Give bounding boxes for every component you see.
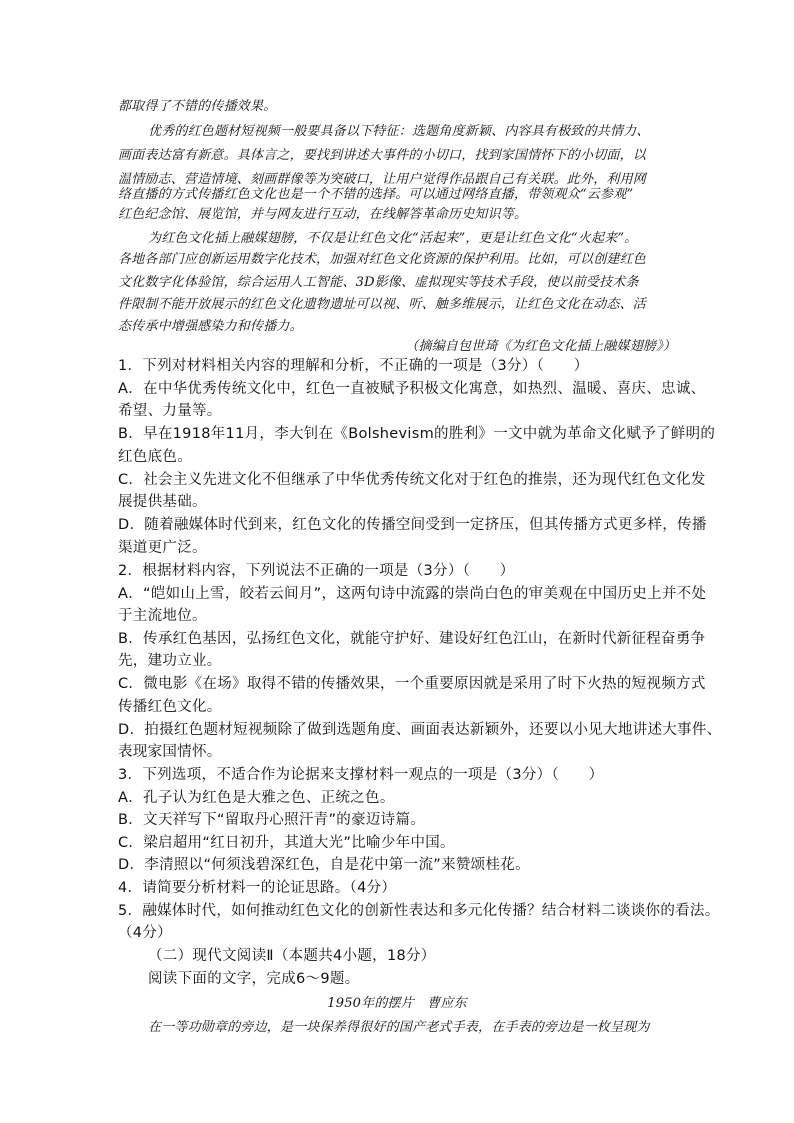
question-5-score: （4分） (118, 925, 172, 941)
passage-line: 络直播的方式传播红色文化也是一个不错的选择。可以通过网络直播，带领观众“云参观” (118, 187, 634, 202)
passage-line: 红色纪念馆、展览馆，并与网友进行互动，在线解答革命历史知识等。 (118, 207, 528, 222)
passage-line: 件限制不能开放展示的红色文化遗物遗址可以视、听、触多维展示，让红色文化在动态、活 (118, 297, 647, 312)
passage-line: 优秀的红色题材短视频一般要具备以下特征：选题角度新颖、内容具有极致的共情力、 (148, 124, 650, 139)
option-line: 先，建功立业。 (118, 653, 222, 669)
passage-line: 为红色文化插上融媒翅膀，不仅是让红色文化“活起来”，更是让红色文化“火起来”。 (148, 231, 638, 246)
option-line: A．“皑如山上雪，皎若云间月”，这两句诗中流露的崇尚白色的审美观在中国历史上并不处 (118, 586, 707, 602)
section-heading: （二）现代文阅读Ⅱ（本题共4小题，18分） (148, 948, 436, 964)
passage-line: 画面表达富有新意。具体言之，要找到讲述大事件的小切口，找到家国情怀下的小切面，以 (118, 148, 647, 163)
passage-line: 温情励志、营造情境、刻画群像等为突破口，让用户觉得作品跟自己有关联。此外，利用网 (118, 172, 647, 187)
option-line: C．微电影《在场》取得不错的传播效果，一个重要原因就是采用了时下火热的短视频方式 (118, 676, 706, 692)
option-line: 渠道更广泛。 (118, 540, 207, 556)
option-line: B．传承红色基因，弘扬红色文化，就能守护好、建设好红色江山，在新时代新征程奋勇争 (118, 631, 706, 647)
option-line: D．拍摄红色题材短视频除了做到选题角度、画面表达新颖外，还要以小见大地讲述大事件、 (118, 722, 722, 738)
section-instruction: 阅读下面的文字，完成6～9题。 (148, 971, 360, 987)
option-line: C．社会主义先进文化不但继承了中华优秀传统文化对于红色的推崇，还为现代红色文化发 (118, 472, 706, 488)
question-3: 3．下列选项，不适合作为论据来支撑材料一观点的一项是（3分）（ ） (118, 767, 604, 783)
option-line: 红色底色。 (118, 449, 192, 465)
passage-source: （摘编自包世琦《为红色文化插上融媒翅膀》） (405, 339, 676, 354)
option-line: C．梁启超用“红日初升，其道大光”比喻少年中国。 (118, 835, 455, 851)
question-5: 5．融媒体时代，如何推动红色文化的创新性表达和多元化传播？结合材料二谈谈你的看法。 (118, 903, 720, 919)
option-line: A．在中华优秀传统文化中，红色一直被赋予积极文化寓意，如热烈、温暖、喜庆、忠诚、 (118, 381, 706, 397)
question-2: 2．根据材料内容，下列说法不正确的一项是（3分）（ ） (118, 563, 515, 579)
option-line: 传播红色文化。 (118, 699, 222, 715)
option-line: 希望、力量等。 (118, 403, 222, 419)
option-line: A．孔子认为红色是大雅之色、正统之色。 (118, 790, 395, 806)
story-title: 1950年的摆片 曹应东 (327, 996, 467, 1011)
option-line: B．文天祥写下“留取丹心照汗青”的豪迈诗篇。 (118, 812, 426, 828)
option-line: 于主流地位。 (118, 608, 207, 624)
option-line: D．李清照以“何须浅碧深红色，自是花中第一流”来赞颂桂花。 (118, 857, 530, 873)
passage-line: 态传承中增强感染力和传播力。 (118, 319, 303, 334)
story-first-line: 在一等功勋章的旁边，是一块保养得很好的国产老式手表，在手表的旁边是一枚呈现为 (148, 1020, 650, 1035)
option-line: D．随着融媒体时代到来，红色文化的传播空间受到一定挤压，但其传播方式更多样，传播 (118, 517, 707, 533)
question-4: 4．请简要分析材料一的论证思路。（4分） (118, 880, 397, 896)
option-line: 表现家国情怀。 (118, 744, 222, 760)
passage-line: 文化数字化体验馆，综合运用人工智能、3D影像、虚拟现实等技术手段，使以前受技术条 (118, 275, 639, 290)
option-line: B．早在1918年11月，李大钊在《Bolshevism的胜利》一文中就为革命文化赋予了鲜明的 (118, 426, 716, 442)
option-line: 展提供基础。 (118, 494, 207, 510)
passage-line: 都取得了不错的传播效果。 (118, 99, 277, 114)
question-1: 1．下列对材料相关内容的理解和分析，不正确的一项是（3分）（ ） (118, 358, 589, 374)
passage-line: 各地各部门应创新运用数字化技术，加强对红色文化资源的保护利用。比如，可以创建红色 (118, 252, 647, 267)
